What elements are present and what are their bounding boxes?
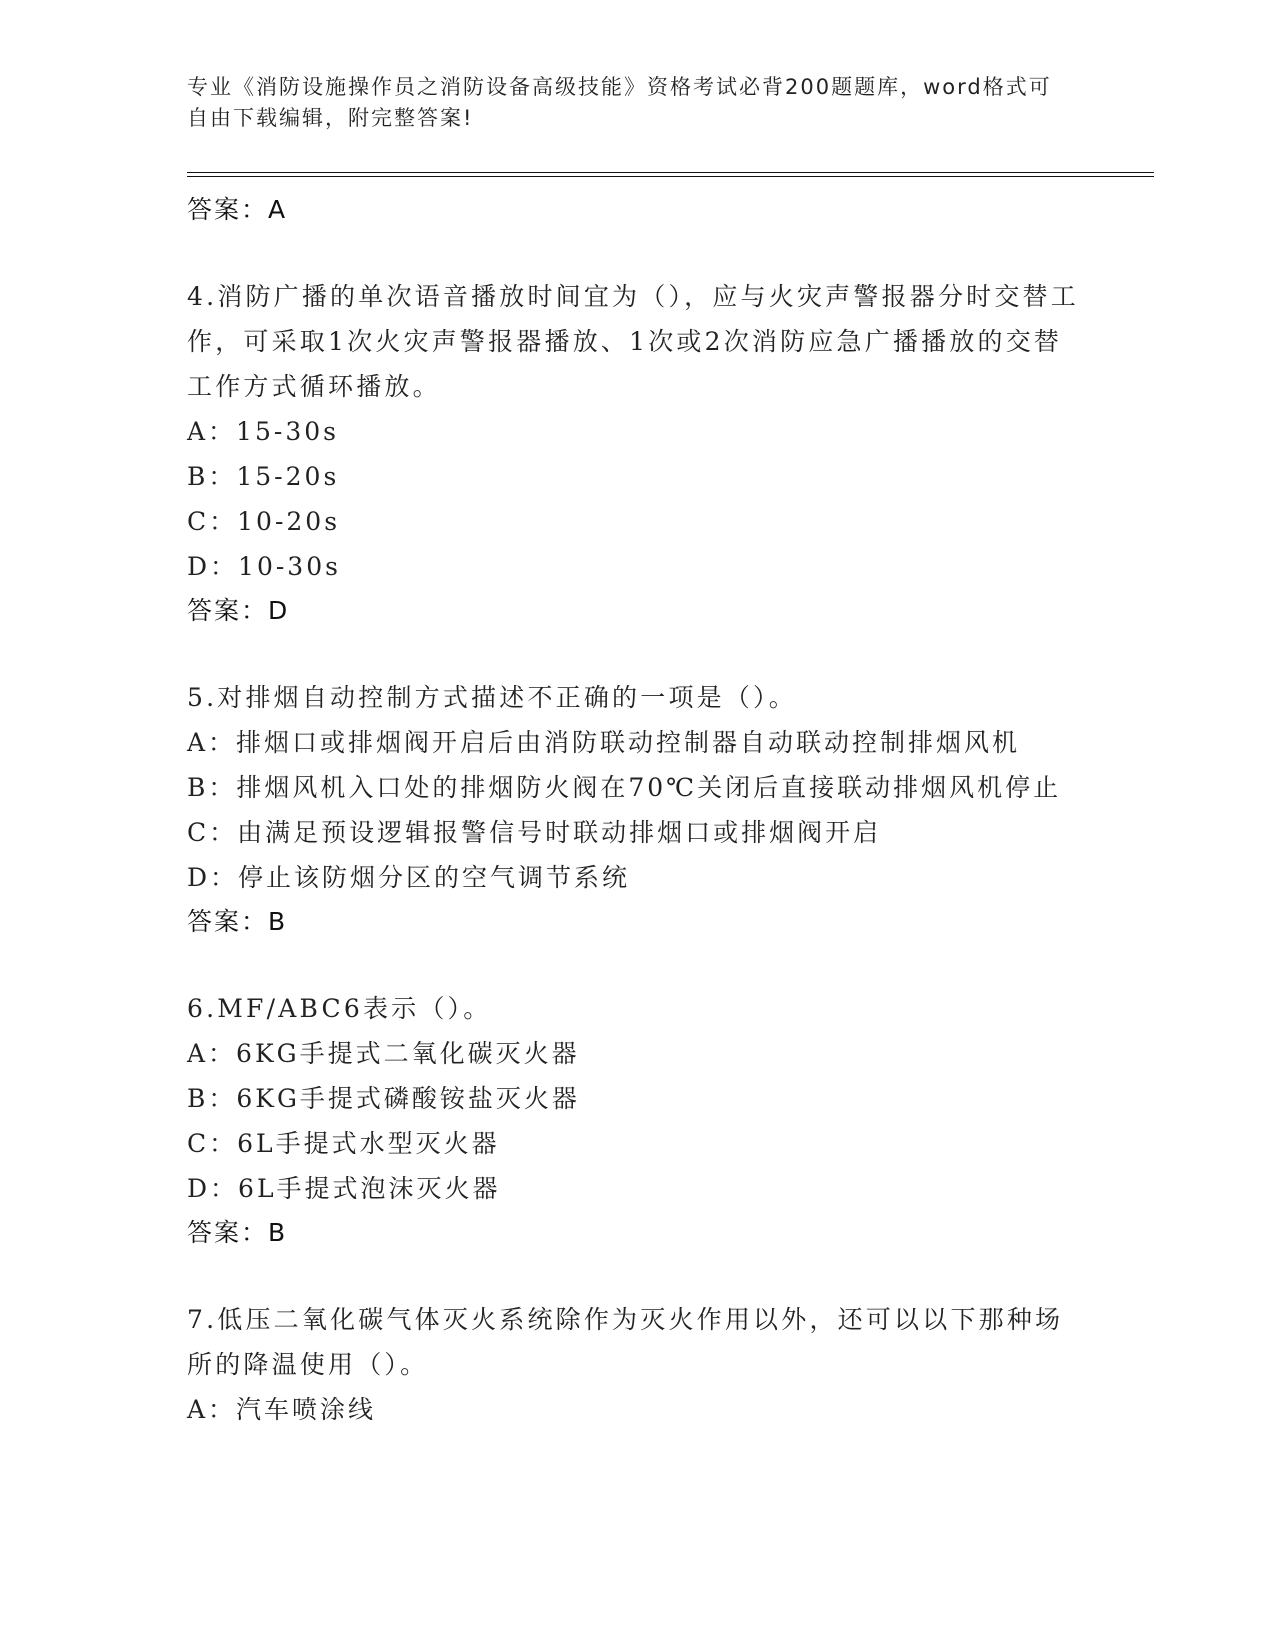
- option-a: A：排烟口或排烟阀开启后由消防联动控制器自动联动控制排烟风机: [187, 728, 1021, 757]
- option-a: A：6KG手提式二氧化碳灭火器: [187, 1039, 580, 1068]
- option-b: B：排烟风机入口处的排烟防火阀在70℃关闭后直接联动排烟风机停止: [187, 773, 1062, 802]
- option-d: D：10-30s: [187, 552, 341, 581]
- question-stem: 6.MF/ABC6表示（）。: [187, 994, 492, 1023]
- answer-line: 答案：B: [187, 1218, 288, 1247]
- question-block: [187, 675, 1087, 944]
- question-stem: 5.对排烟自动控制方式描述不正确的一项是（）。: [187, 683, 797, 712]
- option-c: C：由满足预设逻辑报警信号时联动排烟口或排烟阀开启: [187, 818, 882, 847]
- question-block: [187, 986, 1087, 1255]
- option-d: D：停止该防烟分区的空气调节系统: [187, 863, 631, 892]
- option-c: C：10-20s: [187, 507, 341, 536]
- question-block: [187, 274, 1087, 633]
- question-stem: 7.低压二氧化碳气体灭火系统除作为灭火作用以外，还可以以下那种场所的降温使用（）。: [187, 1305, 1064, 1379]
- answer-line: 答案：D: [187, 596, 290, 625]
- answer-line: 答案：A: [187, 195, 288, 224]
- option-b: B：15-20s: [187, 462, 340, 491]
- option-a: A：汽车喷涂线: [187, 1395, 377, 1424]
- header-rule-top: [187, 172, 1154, 173]
- question-block: [187, 1297, 1087, 1432]
- header-rule-bottom: [187, 176, 1154, 177]
- answer-line: 答案：B: [187, 907, 288, 936]
- document-header: 专业《消防设施操作员之消防设备高级技能》资格考试必背200题题库，word格式可自由下载编辑，附完整答案!: [187, 75, 1052, 130]
- option-b: B：6KG手提式磷酸铵盐灭火器: [187, 1084, 580, 1113]
- document-body: [187, 188, 1087, 1432]
- option-a: A：15-30s: [187, 417, 339, 446]
- option-c: C：6L手提式水型灭火器: [187, 1129, 500, 1158]
- option-d: D：6L手提式泡沫灭火器: [187, 1174, 501, 1203]
- question-stem: 4.消防广播的单次语音播放时间宜为（），应与火灾声警报器分时交替工作，可采取1次火灾声警报器播放、1次或2次消防应急广播播放的交替工作方式循环播放。: [187, 282, 1079, 401]
